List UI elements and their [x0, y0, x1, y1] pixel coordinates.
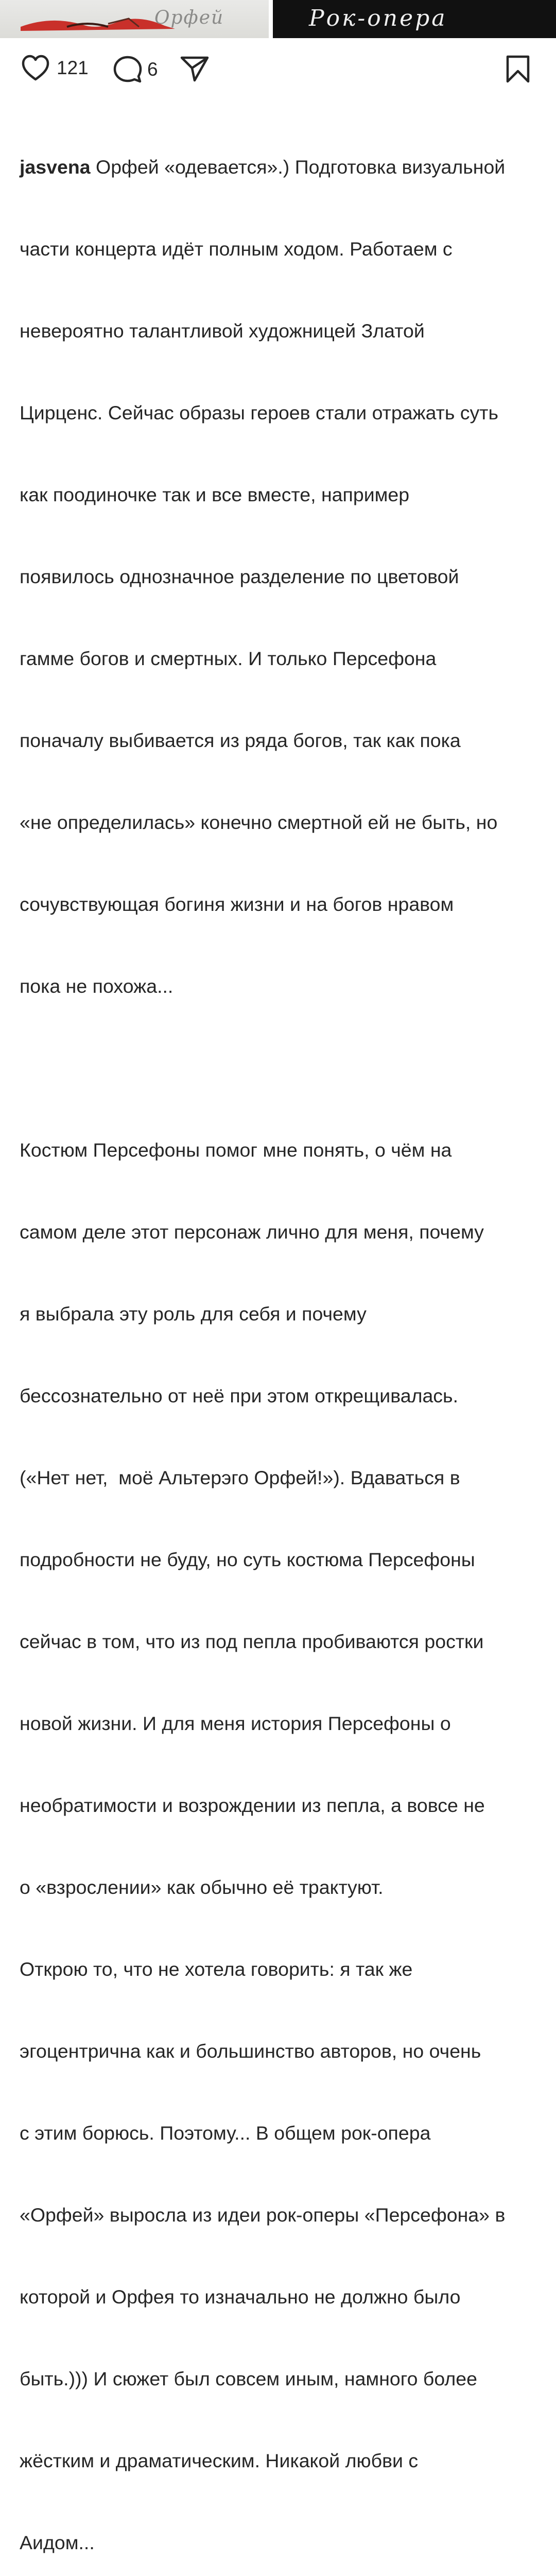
caption-line: («Нет нет, моё Альтерэго Орфей!»). Вдаваться в — [20, 1467, 460, 1488]
caption-line: Цирценс. Сейчас образы героев стали отражать суть — [20, 402, 498, 423]
post-action-bar — [0, 52, 556, 89]
like-button[interactable] — [22, 55, 89, 81]
like-count[interactable]: 121 — [57, 57, 89, 78]
caption-line: как поодиночке так и все вместе, например — [20, 484, 410, 505]
caption-line: сейчас в том, что из под пепла пробиваются ростки — [20, 1631, 484, 1652]
share-button[interactable] — [180, 56, 209, 82]
caption-line: которой и Орфея то изначально не должно было — [20, 2286, 461, 2308]
image-divider — [269, 0, 273, 38]
caption-line: самом деле этот персонаж лично для меня, почему — [20, 1221, 484, 1243]
caption-line: «не определилась» конечно смертной ей не быть, но — [20, 811, 498, 833]
caption-line: Аидом... — [20, 2532, 95, 2553]
caption-line: бессознательно от неё при этом открещивалась. — [20, 1385, 459, 1406]
caption-line — [20, 154, 540, 181]
caption-line: новой жизни. И для меня история Персефоны о — [20, 1713, 451, 1734]
right-image-script-text: Рок-опера — [309, 5, 447, 31]
post-image-left[interactable] — [0, 0, 269, 38]
caption-line: «Орфей» выросла из идеи рок-оперы «Персефона» в — [20, 2204, 506, 2226]
heart-outline-icon — [22, 55, 49, 81]
post-image-right[interactable] — [273, 0, 556, 38]
caption-line: пока не похожа... — [20, 975, 173, 997]
caption-line: эгоцентрична как и большинство авторов, но очень — [20, 2040, 481, 2062]
save-button[interactable] — [506, 55, 530, 83]
comment-count[interactable]: 6 — [147, 59, 158, 80]
caption-line: Открою то, что не хотела говорить: я так же — [20, 1958, 413, 1980]
caption-line: появилось однозначное разделение по цветовой — [20, 566, 459, 587]
caption-line: о «взрослении» как обычно её трактуют. — [20, 1876, 384, 1898]
red-paint-figure — [21, 11, 175, 33]
comment-button[interactable] — [113, 56, 158, 83]
caption-line: я выбрала эту роль для себя и почему — [20, 1303, 367, 1325]
caption-line: жёстким и драматическим. Никакой любви с — [20, 2450, 419, 2471]
left-image-script-text: Орфей — [154, 7, 224, 28]
caption-text: Орфей «одевается».) Подготовка визуальной — [96, 156, 506, 178]
paper-plane-icon — [180, 56, 209, 82]
caption-line: части концерта идёт полным ходом. Работаем с — [20, 238, 453, 260]
caption-line: сочувствующая богиня жизни и на богов нравом — [20, 893, 454, 915]
caption-line: гамме богов и смертных. И только Персефона — [20, 648, 437, 669]
caption-username[interactable]: jasvena — [20, 156, 91, 178]
caption-line: Костюм Персефоны помог мне понять, о чём на — [20, 1139, 452, 1161]
caption-line: необратимости и возрождении из пепла, а вовсе не — [20, 1794, 485, 1816]
post-image-strip[interactable] — [0, 0, 556, 38]
paragraph-gap — [20, 1055, 540, 1082]
caption-line: быть.))) И сюжет был совсем иным, намного более — [20, 2368, 477, 2389]
caption-line: подробности не буду, но суть костюма Персефоны — [20, 1549, 475, 1570]
caption-line: невероятно талантливой художницей Златой — [20, 320, 425, 342]
bookmark-outline-icon — [506, 55, 530, 83]
caption-line: поначалу выбивается из ряда богов, так как пока — [20, 730, 461, 751]
post-caption — [20, 99, 540, 2576]
caption-line: с этим борюсь. Поэтому... В общем рок-опера — [20, 2122, 431, 2144]
comment-bubble-icon — [113, 56, 142, 83]
